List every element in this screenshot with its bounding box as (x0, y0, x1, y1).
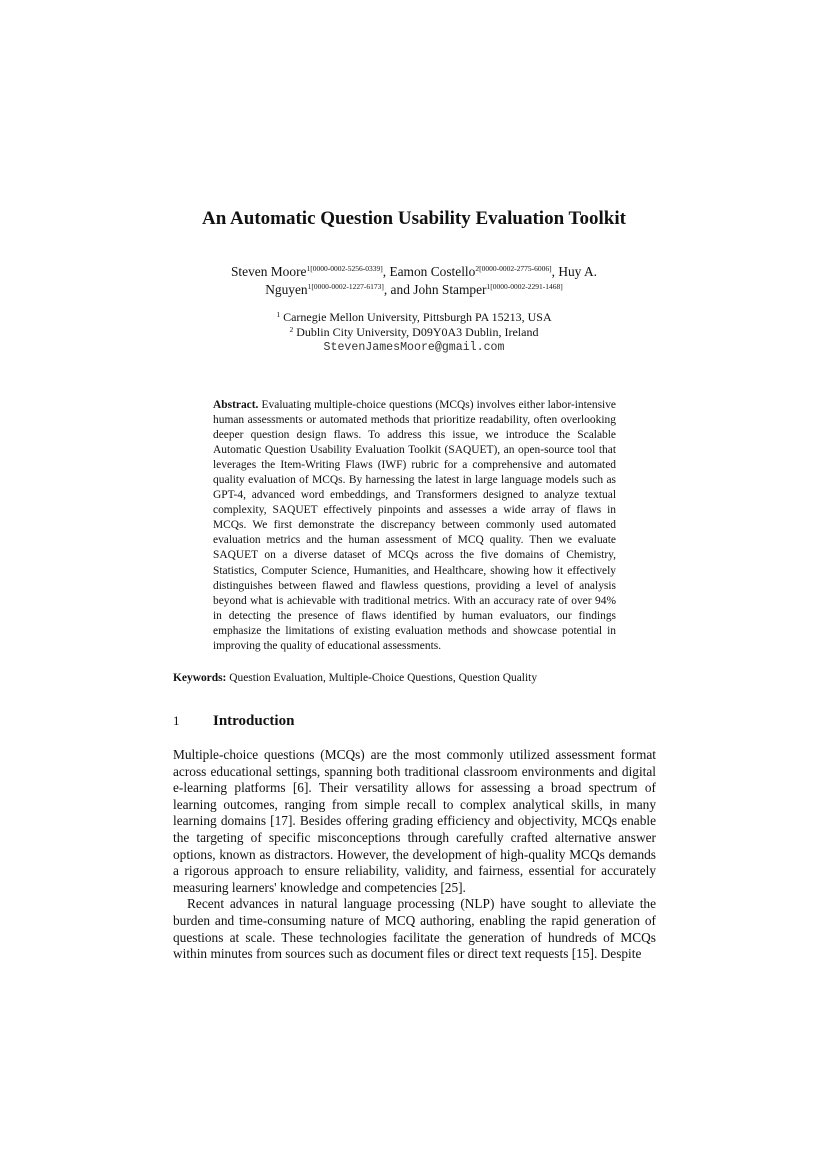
keywords (173, 671, 663, 686)
author-list (200, 263, 628, 299)
author: John Stamper$^{1[0000-0002-2291-1468]}$ (413, 282, 563, 297)
paper-title: An Automatic Question Usability Evaluation Toolkit (202, 208, 626, 229)
section-heading (173, 711, 294, 731)
author: Eamon Costello$^{2[0000-0002-2775-6006]}$, (389, 264, 559, 279)
abstract-text: Evaluating multiple-choice questions (MCQs) involves either labor-intensive human assessments or automated methods that prioritize readability, often overlooking deeper question design flaws. To address this issue, we introduce the Scalable Automatic Question Usability Evaluation Toolkit (SAQUET), an open-source tool that leverages the Item-Writing Flaws (IWF) rubric for a comprehensive and automated quality evaluation of MCQs. By harnessing the latest in large language models such as GPT-4, advanced word embeddings, and Transformers designed to analyze textual complexity, SAQUET effectively pinpoints and assesses a wide array of flaws in MCQs. We first demonstrate the discrepancy between commonly used automated evaluation metrics and the human assessment of MCQ quality. Then we evaluate SAQUET on a diverse dataset of MCQs across the five domains of Chemistry, Statistics, Computer Science, Humanities, and Healthcare, showing how it effectively distinguishes between flawed and flawless questions, providing a level of analysis beyond what is achievable with traditional metrics. With an accuracy rate of over 94% in detecting the presence of flaws identified by human evaluators, our findings emphasize the limitations of existing evaluation methods and showcase potential in improving the quality of educational assessments. (213, 399, 616, 652)
author-orcid: 1[0000-0002-2291-1468] (486, 282, 563, 291)
section-number: 1 (173, 713, 180, 728)
keywords-text: Question Evaluation, Multiple-Choice Questions, Question Quality (229, 672, 538, 684)
author: Huy A. Nguyen$^{1[0000-0002-1227-6173]}$, and (265, 264, 597, 297)
paragraph: Multiple-choice questions (MCQs) are the most commonly utilized assessment format across educational settings, spanning both traditional classroom environments and digital e-learning platforms [6]. Their versatility allows for assessing a broad spectrum of learning outcomes, ranging from simple recall to complex analytical skills, in many learning domains [17]. Besides offering grading efficiency and objectivity, MCQs enable the targeting of specific misconceptions through carefully crafted alternative answer options, known as distractors. However, the development of high-quality MCQs demands a rigorous approach to ensure reliability, validity, and fairness, essential for accurately measuring learners' knowledge and competencies [25]. (173, 747, 656, 895)
section-title: Introduction (213, 713, 295, 729)
affiliation: $^1$ Carnegie Mellon University, Pittsburgh PA 15213, USA (276, 310, 552, 324)
author-orcid: 2[0000-0002-2775-6006] (475, 264, 552, 273)
author-orcid: 1[0000-0002-5256-0339] (306, 264, 383, 273)
abstract (213, 398, 616, 654)
keywords-label: Keywords: (173, 672, 227, 684)
affiliation: $^2$ Dublin City University, D09Y0A3 Dublin, Ireland (289, 325, 539, 339)
paragraph: Recent advances in natural language processing (NLP) have sought to alleviate the burden and time-consuming nature of MCQ authoring, enabling the rapid generation of questions at scale. These technologies facilitate the generation of hundreds of MCQs within minutes from sources such as document files or direct text requests [15]. Despite (173, 896, 656, 962)
author-orcid: 1[0000-0002-1227-6173] (307, 282, 384, 291)
author-email: StevenJamesMoore@gmail.com (323, 341, 505, 354)
abstract-label: Abstract. (213, 399, 259, 411)
section-body (173, 747, 656, 963)
affiliations (0, 310, 828, 355)
author: Steven Moore$^{1[0000-0002-5256-0339]}$, (230, 264, 390, 279)
